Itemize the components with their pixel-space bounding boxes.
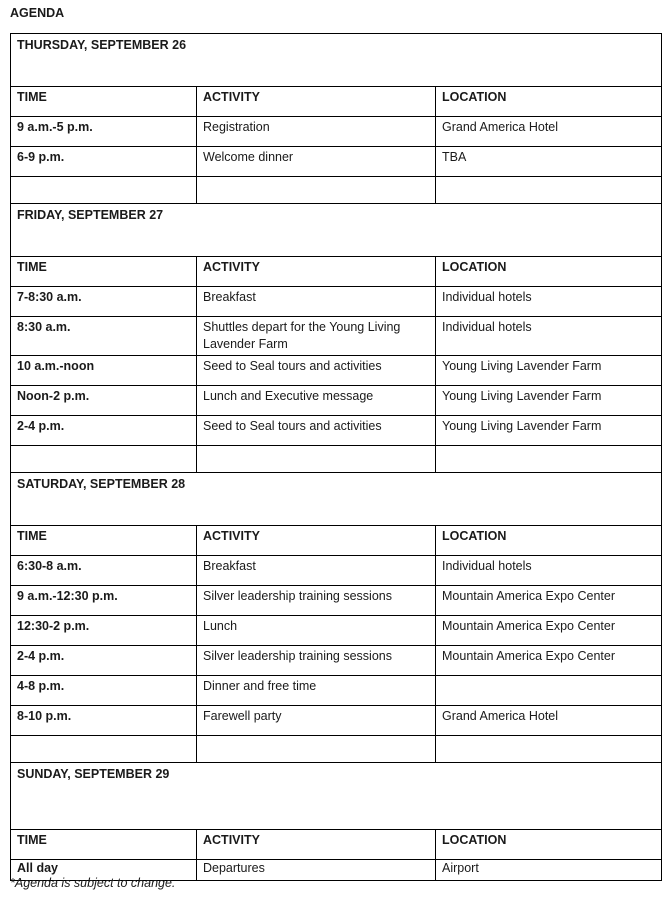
table-row [11, 416, 662, 446]
day-heading: SATURDAY, SEPTEMBER 28 [11, 473, 662, 526]
time-cell: 8:30 a.m. [11, 317, 197, 356]
location-cell: Individual hotels [436, 556, 662, 586]
column-header-row [11, 830, 662, 860]
table-row [11, 556, 662, 586]
activity-cell: Breakfast [197, 556, 436, 586]
blank-row [11, 177, 662, 204]
activity-cell: Breakfast [197, 287, 436, 317]
location-header: LOCATION [436, 257, 662, 287]
location-cell: Mountain America Expo Center [436, 646, 662, 676]
table-row [11, 317, 662, 356]
location-cell: Individual hotels [436, 287, 662, 317]
empty-cell [197, 177, 436, 204]
empty-cell [436, 736, 662, 763]
time-header: TIME [11, 830, 197, 860]
location-cell: Young Living Lavender Farm [436, 416, 662, 446]
activity-cell: Silver leadership training sessions [197, 586, 436, 616]
empty-cell [11, 177, 197, 204]
empty-cell [11, 736, 197, 763]
table-row [11, 386, 662, 416]
time-cell: 7-8:30 a.m. [11, 287, 197, 317]
day-heading: SUNDAY, SEPTEMBER 29 [11, 763, 662, 830]
location-cell: Mountain America Expo Center [436, 616, 662, 646]
activity-header: ACTIVITY [197, 87, 436, 117]
location-cell [436, 676, 662, 706]
location-cell: Young Living Lavender Farm [436, 386, 662, 416]
column-header-row [11, 257, 662, 287]
day-heading-row [11, 473, 662, 526]
time-cell: 10 a.m.-noon [11, 356, 197, 386]
time-header: TIME [11, 257, 197, 287]
time-cell: 9 a.m.-5 p.m. [11, 117, 197, 147]
location-cell: Mountain America Expo Center [436, 586, 662, 616]
activity-cell: Seed to Seal tours and activities [197, 356, 436, 386]
time-cell: All day [11, 860, 197, 881]
day-heading: THURSDAY, SEPTEMBER 26 [11, 34, 662, 87]
empty-cell [436, 177, 662, 204]
column-header-row [11, 526, 662, 556]
empty-cell [436, 446, 662, 473]
time-cell: 6:30-8 a.m. [11, 556, 197, 586]
activity-cell: Departures [197, 860, 436, 881]
time-cell: 4-8 p.m. [11, 676, 197, 706]
table-row [11, 586, 662, 616]
location-cell: Individual hotels [436, 317, 662, 356]
time-cell: 6-9 p.m. [11, 147, 197, 177]
time-header: TIME [11, 87, 197, 117]
day-heading-row [11, 763, 662, 830]
activity-cell: Dinner and free time [197, 676, 436, 706]
activity-cell: Seed to Seal tours and activities [197, 416, 436, 446]
location-cell: Young Living Lavender Farm [436, 356, 662, 386]
activity-header: ACTIVITY [197, 526, 436, 556]
table-row [11, 356, 662, 386]
activity-cell: Silver leadership training sessions [197, 646, 436, 676]
day-heading: FRIDAY, SEPTEMBER 27 [11, 204, 662, 257]
location-header: LOCATION [436, 87, 662, 117]
location-cell: Grand America Hotel [436, 706, 662, 736]
location-header: LOCATION [436, 526, 662, 556]
time-cell: 9 a.m.-12:30 p.m. [11, 586, 197, 616]
empty-cell [197, 736, 436, 763]
page-title: AGENDA [10, 6, 65, 20]
table-row [11, 706, 662, 736]
time-cell: Noon-2 p.m. [11, 386, 197, 416]
activity-cell: Welcome dinner [197, 147, 436, 177]
activity-header: ACTIVITY [197, 257, 436, 287]
table-row [11, 287, 662, 317]
agenda-table [10, 33, 662, 881]
empty-cell [197, 446, 436, 473]
activity-header: ACTIVITY [197, 830, 436, 860]
blank-row [11, 736, 662, 763]
table-row [11, 147, 662, 177]
table-row [11, 117, 662, 147]
blank-row [11, 446, 662, 473]
column-header-row [11, 87, 662, 117]
table-row [11, 616, 662, 646]
day-heading-row [11, 34, 662, 87]
activity-cell: Lunch and Executive message [197, 386, 436, 416]
day-heading-row [11, 204, 662, 257]
empty-cell [11, 446, 197, 473]
time-cell: 8-10 p.m. [11, 706, 197, 736]
location-cell: Grand America Hotel [436, 117, 662, 147]
time-cell: 12:30-2 p.m. [11, 616, 197, 646]
time-cell: 2-4 p.m. [11, 416, 197, 446]
footnote: *Agenda is subject to change. [10, 876, 176, 890]
table-row [11, 646, 662, 676]
time-cell: 2-4 p.m. [11, 646, 197, 676]
activity-cell: Shuttles depart for the Young Living Lavender Farm [197, 317, 436, 356]
location-cell: TBA [436, 147, 662, 177]
location-cell: Airport [436, 860, 662, 881]
activity-cell: Lunch [197, 616, 436, 646]
location-header: LOCATION [436, 830, 662, 860]
activity-cell: Farewell party [197, 706, 436, 736]
activity-cell: Registration [197, 117, 436, 147]
table-row [11, 676, 662, 706]
time-header: TIME [11, 526, 197, 556]
